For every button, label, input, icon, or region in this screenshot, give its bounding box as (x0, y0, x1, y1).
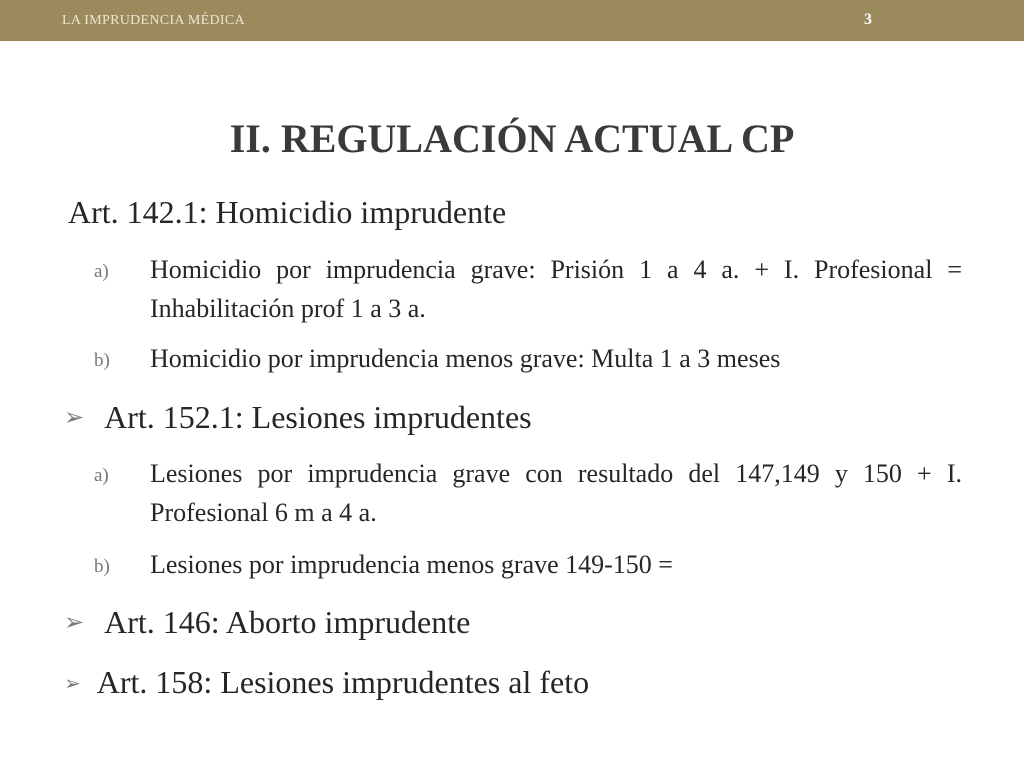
section-heading-art-146 (64, 604, 470, 641)
slide-title: II. REGULACIÓN ACTUAL CP (229, 116, 795, 161)
arrow-bullet-icon: ➢ (64, 405, 85, 431)
list-marker: a) (94, 261, 109, 282)
arrow-bullet-icon: ➢ (64, 673, 81, 695)
section-heading-text: Art. 158: Lesiones imprudentes al feto (96, 664, 590, 700)
page-number: 3 (864, 11, 872, 28)
section-heading-text: Art. 142.1: Homicidio imprudente (68, 194, 507, 230)
list-item (94, 250, 962, 328)
list-item (94, 545, 962, 584)
list-marker: b) (94, 556, 110, 577)
list-item-text: Homicidio por imprudencia grave: Prisión 1 a 4 a. + I. Profesional = Inhabilitación prof 1 a 3 a. (150, 255, 962, 323)
header-title: LA IMPRUDENCIA MÉDICA (62, 13, 245, 28)
section-heading-art-152 (64, 399, 532, 436)
header-bar (0, 0, 1024, 41)
list-item-text: Lesiones por imprudencia menos grave 149-150 = (150, 550, 673, 579)
section-heading-text: Art. 146: Aborto imprudente (104, 604, 471, 640)
section-heading-art-142 (68, 194, 506, 231)
list-item-text: Lesiones por imprudencia grave con resultado del 147,149 y 150 + I. Profesional 6 m a 4 a. (150, 459, 962, 527)
list-item (94, 454, 962, 532)
list-marker: b) (94, 350, 110, 371)
arrow-bullet-icon: ➢ (64, 610, 85, 636)
list-item (94, 339, 962, 378)
section-heading-art-158 (64, 664, 589, 701)
list-item-text: Homicidio por imprudencia menos grave: Multa 1 a 3 meses (150, 344, 781, 373)
list-marker: a) (94, 465, 109, 486)
section-heading-text: Art. 152.1: Lesiones imprudentes (104, 399, 532, 435)
